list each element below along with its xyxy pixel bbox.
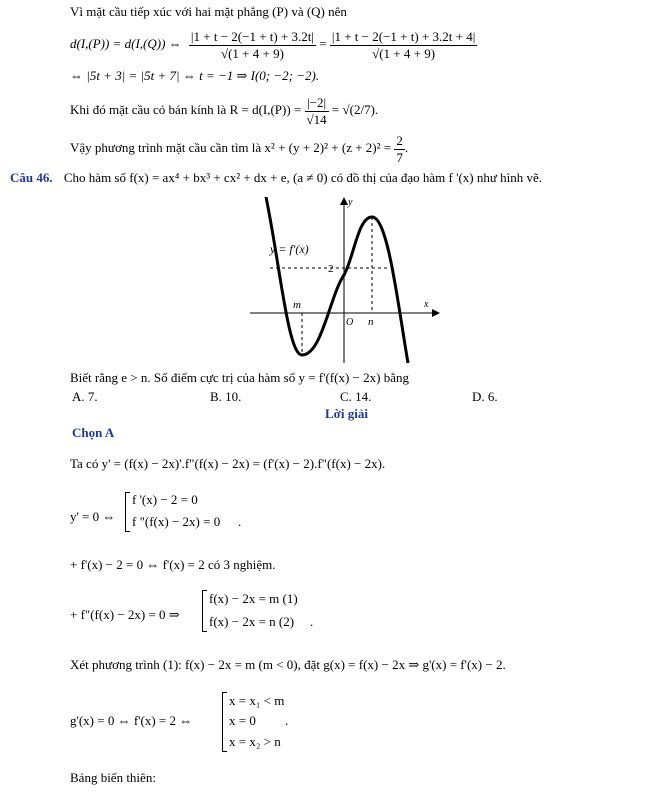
fraction-1-denominator: √(1 + 4 + 9) [220,45,284,61]
radius-fraction [305,95,329,128]
m-label: m [293,299,301,311]
system-3-line-1: x = x₁ < m [229,693,285,708]
radius-denominator: √14 [306,111,327,127]
intro-line: Vì mặt cầu tiếp xúc với hai mặt phẳng (P) và (Q) nên [70,4,347,19]
sphere-end: . [404,140,409,155]
solve-t-line: ⇔ |5t + 3| = |5t + 7| ⇔ t = −1 ⇒ I(0; −2; −2). [70,68,320,83]
y-axis-label: y [348,197,353,208]
equals-sign: = [319,36,327,51]
system-3-line-2: x = 0 [229,713,256,728]
solution-title: Lời giải [325,406,368,421]
sphere-fraction [394,133,405,166]
variation-table-title: Bảng biến thiên: [70,770,156,785]
sphere-equation-line [70,130,408,166]
y-axis-arrow [340,197,348,205]
question-label: Câu 46. [10,170,53,185]
system-3-end: . [285,713,289,728]
option-a: A. 7. [72,389,98,404]
chosen-answer: Chọn A [72,425,115,440]
x-axis-label: x [424,299,429,310]
system-bracket-3 [222,692,227,752]
derivative-line: Ta có y' = (f(x) − 2x)'.f"(f(x) − 2x) = (f'(x) − 2).f"(f(x) − 2x). [70,456,386,471]
x-axis-arrow [432,309,440,317]
radius-equals: = [331,102,340,117]
system-bracket-1 [125,492,130,532]
radius-numerator: |−2| [305,95,329,112]
system-2-line-1: f(x) − 2x = m (1) [209,591,298,606]
option-c: C. 14. [340,389,372,404]
sphere-prefix: Vậy phương trình mặt cầu cần tìm là x² + (y + 2)² + (z + 2)² = [70,140,392,155]
radius-end: . [374,102,379,117]
radius-root: √(2/7) [342,102,375,117]
fraction-1-numerator: |1 + t − 2(−1 + t) + 3.2t| [190,28,315,44]
tick-2-label: 2 [328,263,334,275]
option-b: B. 10. [210,389,242,404]
system-1-end: . [238,514,242,529]
option-d: D. 6. [472,389,498,404]
system-3-line-3: x = x₂ > n [229,734,281,749]
distance-fraction-1 [189,29,316,62]
case-1-line: + f'(x) − 2 = 0 ⇔ f'(x) = 2 có 3 nghiệm. [70,557,276,572]
system-2-line-2: f(x) − 2x = n (2) [209,614,295,629]
fraction-2-numerator: |1 + t − 2(−1 + t) + 3.2t + 4| [331,28,476,44]
function-label: y = f'(x) [270,242,309,256]
n-label: n [368,316,374,328]
system-1-line-2: f "(f(x) − 2x) = 0 [132,514,221,529]
derivative-curve [266,197,408,363]
system-2-end: . [310,614,314,629]
question-text: Cho hàm số f(x) = ax⁴ + bx³ + cx² + dx + e, (a ≠ 0) có đồ thị của đạo hàm f '(x) như hình vẽ. [63,170,543,185]
equation-1-line: Xét phương trình (1): f(x) − 2x = m (m < 0), đặt g(x) = f(x) − 2x ⇒ g'(x) = f'(x) − 2. [70,657,506,672]
sphere-denominator: 7 [396,149,403,165]
system-bracket-2 [202,590,207,632]
radius-line [70,92,378,128]
case-2-lhs: + f"(f(x) − 2x) = 0 ⇒ [70,607,180,622]
system-1-line-1: f '(x) − 2 = 0 [132,492,198,507]
given-statement: Biết rằng e > n. Số điểm cực trị của hàm số y = f'(f(x) − 2x) bằng [70,370,409,385]
fraction-2-denominator: √(1 + 4 + 9) [372,45,436,61]
distance-equation [70,26,477,62]
radius-prefix: Khi đó mặt cầu có bán kính là R = d(I,(P)) = [70,102,302,117]
origin-label: O [346,317,354,328]
distance-lhs: d(I,(P)) = d(I,(Q)) ⇔ [70,36,182,51]
y-prime-zero-lhs: y' = 0 ⇔ [70,509,116,524]
question-46 [10,170,542,186]
sphere-numerator: 2 [396,132,403,148]
derivative-graph [250,195,440,365]
g-prime-zero-lhs: g'(x) = 0 ⇔ f'(x) = 2 ⇔ [70,713,193,728]
distance-fraction-2 [330,29,477,62]
